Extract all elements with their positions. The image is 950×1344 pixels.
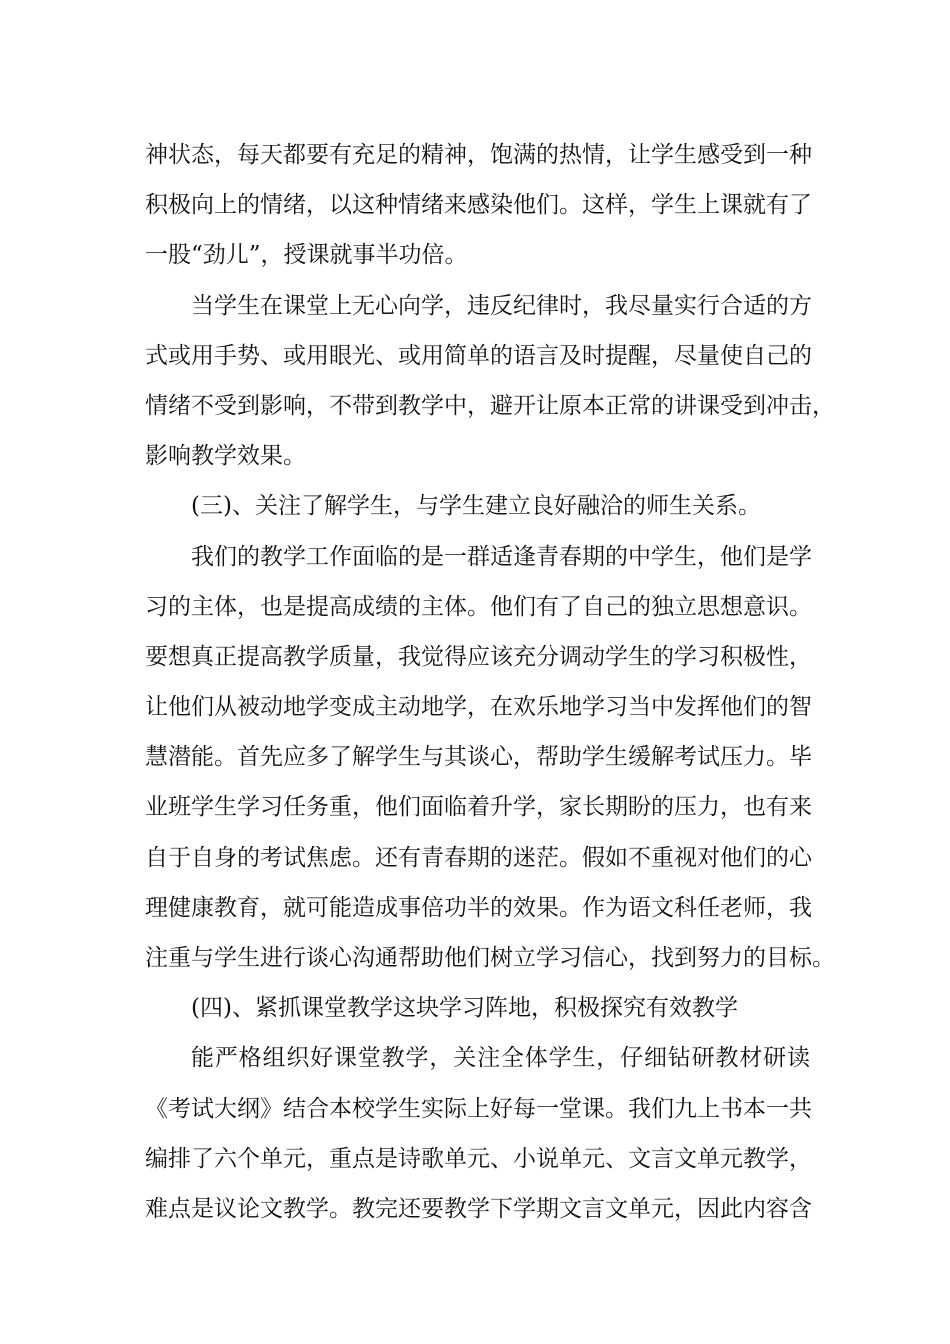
text-line: 业班学生学习任务重，他们面临着升学，家长期盼的压力，也有来 — [145, 794, 812, 821]
text-line: 我们的教学工作面临的是一群适逢青春期的中学生，他们是学 — [191, 543, 812, 570]
text-line: 影响教学效果。 — [145, 443, 306, 470]
text-line: 积极向上的情绪，以这种情绪来感染他们。这样，学生上课就有了 — [145, 192, 812, 219]
text-line: 慧潜能。首先应多了解学生与其谈心，帮助学生缓解考试压力。毕 — [145, 744, 812, 771]
text-line: 要想真正提高教学质量，我觉得应该充分调动学生的学习积极性， — [145, 643, 812, 670]
text-line: (三)、关注了解学生，与学生建立良好融洽的师生关系。 — [191, 493, 761, 520]
text-line: 《考试大纲》结合本校学生实际上好每一堂课。我们九上书本一共 — [145, 1095, 812, 1122]
text-line: 神状态，每天都要有充足的精神，饱满的热情，让学生感受到一种 — [145, 142, 812, 168]
body-text — [145, 130, 835, 1234]
text-line: 理健康教育，就可能造成事倍功半的效果。作为语文科任老师，我 — [145, 894, 812, 921]
text-line: 式或用手势、或用眼光、或用简单的语言及时提醒，尽量使自己的 — [145, 342, 812, 369]
text-line: 注重与学生进行谈心沟通帮助他们树立学习信心，找到努力的目标。 — [145, 945, 835, 971]
text-line: 当学生在课堂上无心向学，违反纪律时，我尽量实行合适的方 — [191, 292, 812, 319]
text-line: (四)、紧抓课堂教学这块学习阵地，积极探究有效教学 — [191, 995, 738, 1022]
text-line: 情绪不受到影响，不带到教学中，避开让原本正常的讲课受到冲击， — [145, 392, 835, 419]
text-line: 习的主体，也是提高成绩的主体。他们有了自己的独立思想意识。 — [145, 593, 812, 620]
text-line: 自于自身的考试焦虑。还有青春期的迷茫。假如不重视对他们的心 — [145, 844, 812, 871]
text-line: 一股“劲儿”，授课就事半功倍。 — [145, 242, 468, 269]
text-line: 难点是议论文教学。教完还要教学下学期文言文单元，因此内容含 — [145, 1195, 812, 1222]
text-line: 能严格组织好课堂教学，关注全体学生，仔细钻研教材研读 — [191, 1045, 810, 1072]
text-line: 让他们从被动地学变成主动地学，在欢乐地学习当中发挥他们的智 — [145, 694, 812, 721]
text-line: 编排了六个单元，重点是诗歌单元、小说单元、文言文单元教学， — [145, 1145, 812, 1172]
